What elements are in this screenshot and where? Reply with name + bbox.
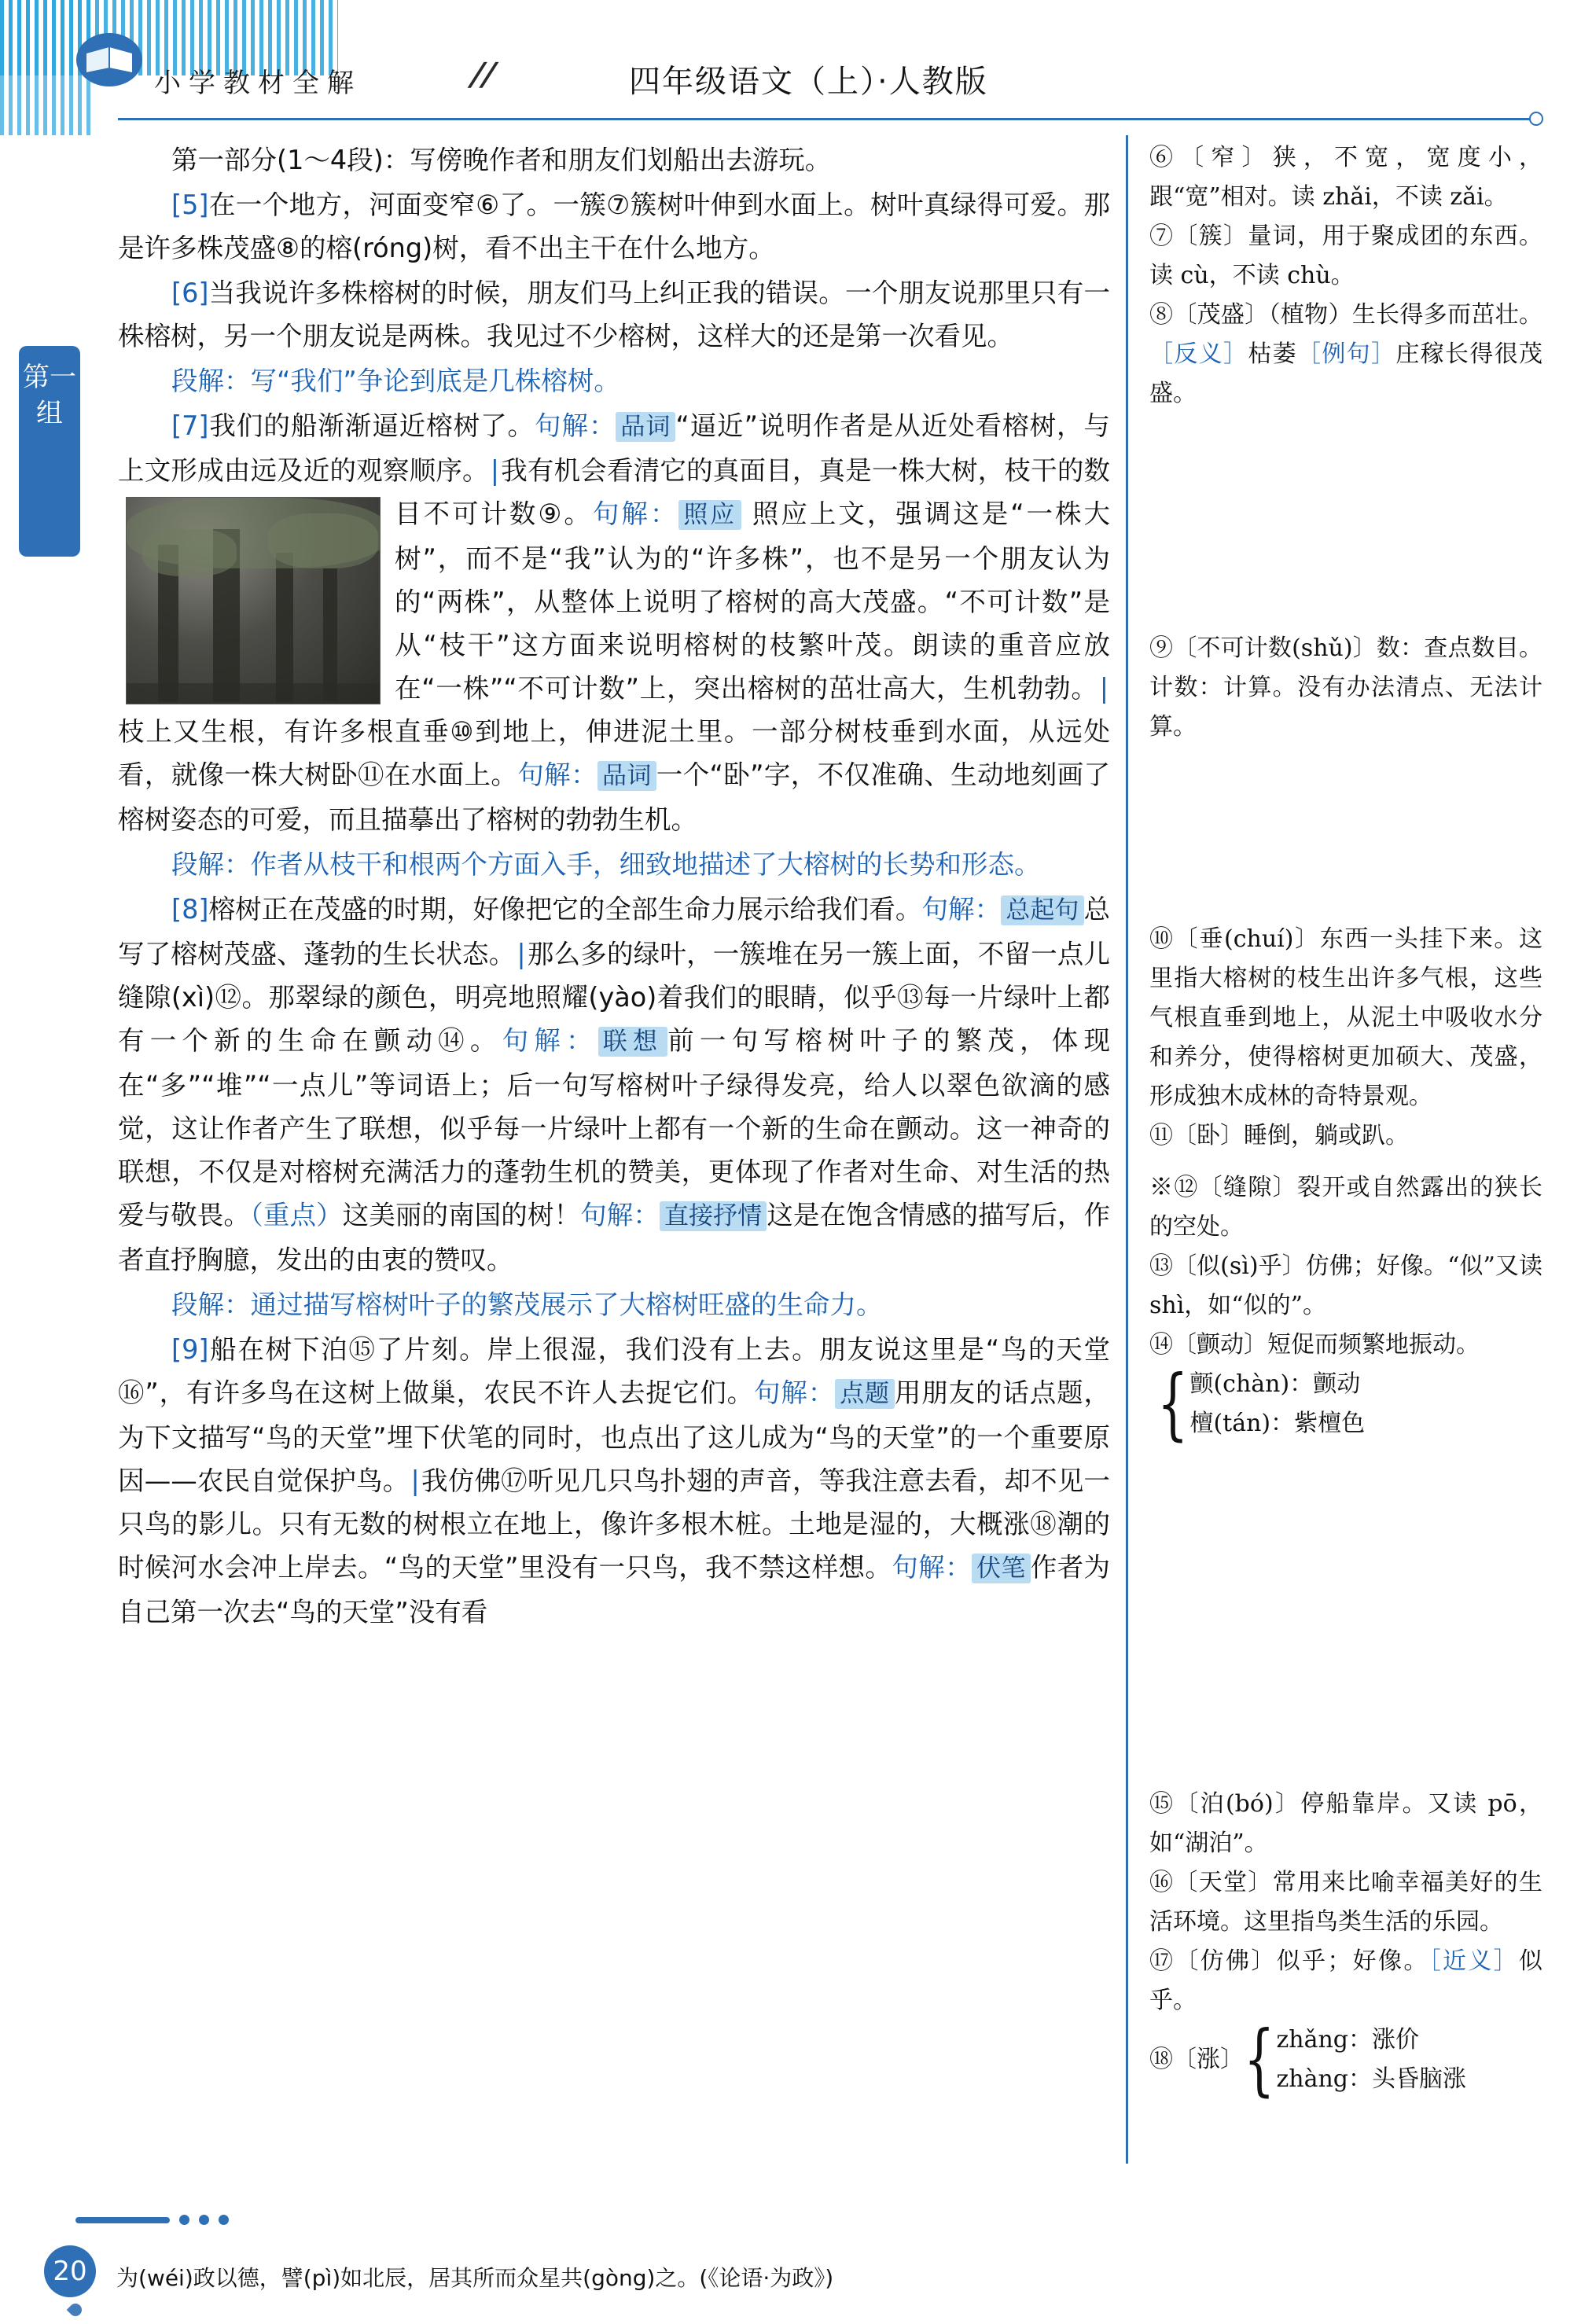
paragraph-8-text-4: 前一句写榕树叶子的繁茂，体现在“多”“堆”“一点儿”等词语上；后一句写榕树叶子绿得发亮，给人以翠色欲滴的感觉，这让作者产生了联想，似乎每一片绿叶上都有一个新的生命在颤动。这一神奇的联想，不仅是对榕树充满活力的蓬勃生机的赞美，更体现了作者对生命、对生活的热爱与敬畏。 bbox=[118, 1025, 1111, 1230]
footer-quote: 为(wéi)政以德，譬(pì)如北辰，居其所而众星共(gòng)之。(《论语·为政》) bbox=[116, 2265, 834, 2291]
paragraph-7-text-6: 一个“卧”字，不仅准确、生动地刻画了榕树姿态的可爱，而且描摹出了榕树的勃勃生机。 bbox=[118, 759, 1111, 835]
note-14-brace-line-1: 颤(chàn)：颤动 bbox=[1189, 1370, 1361, 1398]
paragraph-marker-5: [5] bbox=[171, 189, 209, 220]
note-9-head: 〔不可计数(shǔ)〕 bbox=[1173, 634, 1377, 662]
note-8-example-tag: ［例句］ bbox=[1297, 340, 1396, 368]
paragraph-6-text: 当我说许多株榕树的时候，朋友们马上纠正我的错误。一个朋友说那里只有一株榕树，另一个朋友说是两株。我见过不少榕树，这样大的还是第一次看见。 bbox=[118, 278, 1110, 351]
note-8-number: ⑧ bbox=[1149, 301, 1174, 329]
paragraph-7 bbox=[118, 404, 1110, 841]
book-logo-icon bbox=[75, 31, 143, 88]
duanjie-3-label: 段解： bbox=[171, 1289, 251, 1320]
note-10 bbox=[1149, 920, 1542, 1116]
paragraph-marker-7: [7] bbox=[171, 410, 209, 441]
note-12-text: 裂开或自然露出的狭长的空处。 bbox=[1149, 1174, 1543, 1241]
zhongdian-marker: （重点） bbox=[250, 1200, 343, 1230]
note-17-synonym-tag: ［近义］ bbox=[1428, 1947, 1520, 1975]
note-11-head: 〔卧〕 bbox=[1173, 1122, 1244, 1149]
note-9 bbox=[1149, 629, 1542, 747]
jujie-label-8c: 句解： bbox=[580, 1200, 660, 1230]
paragraph-7-text-1: 我们的船渐渐逼近榕树了。 bbox=[208, 410, 535, 441]
note-15-head: 〔泊(bó)〕 bbox=[1175, 1790, 1301, 1818]
note-17-synonym-text: 似乎。 bbox=[1149, 1947, 1543, 2014]
duanjie-2-label: 段解： bbox=[171, 849, 251, 880]
note-11-text: 睡倒，躺或趴。 bbox=[1244, 1122, 1409, 1149]
note-18-brace-line-1: zhǎng：涨价 bbox=[1276, 2026, 1419, 2054]
note-18-brace-line-2: zhàng：头昏脑涨 bbox=[1276, 2065, 1466, 2093]
jujie-label-7b: 句解： bbox=[592, 498, 679, 529]
note-15-number: ⑮ bbox=[1149, 1790, 1175, 1818]
note-13-head: 〔似(sì)乎〕 bbox=[1173, 1252, 1306, 1280]
text-separator-bar-3: | bbox=[517, 939, 526, 969]
jujie-tag-pinci: 品词 bbox=[616, 412, 675, 442]
note-15-text: 停船靠岸。又读 pō，如“湖泊”。 bbox=[1149, 1790, 1542, 1857]
brand-title: 小学教材全解 bbox=[154, 68, 362, 99]
paragraph-5 bbox=[118, 183, 1110, 270]
note-14-head: 〔颤动〕 bbox=[1173, 1331, 1267, 1359]
note-10-number: ⑩ bbox=[1149, 925, 1175, 953]
page-title: 四年级语文（上）·人教版 bbox=[629, 64, 988, 100]
note-17-number: ⑰ bbox=[1149, 1947, 1175, 1975]
note-12-number: ※⑫ bbox=[1149, 1174, 1199, 1201]
brace-icon-2: { bbox=[1244, 2013, 1275, 2105]
paragraph-6 bbox=[118, 271, 1110, 358]
note-9-text: 数：查点数目。计数：计算。没有办法清点、无法计算。 bbox=[1149, 634, 1543, 741]
note-13 bbox=[1149, 1247, 1542, 1326]
text-separator-bar: | bbox=[490, 455, 500, 486]
jujie-label-9a: 句解： bbox=[753, 1377, 836, 1408]
page-number: 20 bbox=[44, 2245, 96, 2297]
duanjie-1-text: 写“我们”争论到底是几株榕树。 bbox=[250, 366, 620, 396]
jujie-tag-zhaoying: 照应 bbox=[678, 500, 741, 530]
note-6-text: 狭，不宽，宽度小，跟“宽”相对。读 zhǎi，不读 zǎi。 bbox=[1149, 144, 1543, 211]
jujie-label-7c: 句解： bbox=[517, 759, 597, 790]
note-17-head: 〔仿佛〕 bbox=[1175, 1947, 1277, 1975]
note-8-example-text: 庄稼长得很茂盛。 bbox=[1149, 340, 1543, 407]
paragraph-9 bbox=[118, 1328, 1110, 1634]
jujie-tag-zhijieshuqing: 直接抒情 bbox=[660, 1201, 767, 1231]
duanjie-3-text: 通过描写榕树叶子的繁茂展示了大榕树旺盛的生命力。 bbox=[250, 1289, 883, 1320]
brand-slash-decoration: // bbox=[465, 57, 501, 93]
note-7-text: 量词，用于聚成团的东西。读 cù，不读 chù。 bbox=[1149, 222, 1543, 289]
main-text-column bbox=[118, 138, 1110, 1635]
note-9-number: ⑨ bbox=[1149, 634, 1174, 662]
paragraph-marker-9: [9] bbox=[171, 1334, 209, 1365]
note-17 bbox=[1149, 1942, 1542, 2021]
note-14-text: 短促而频繁地振动。 bbox=[1267, 1331, 1480, 1359]
paragraph-7-text-3: 我有机会看清它的真面目，真是一株大树，枝干的数目不可计数⑨。 bbox=[395, 455, 1111, 529]
duanjie-1-label: 段解： bbox=[171, 366, 251, 396]
note-7-number: ⑦ bbox=[1149, 222, 1175, 250]
duanjie-2-text: 作者从枝干和根两个方面入手，细致地描述了大榕树的长势和形态。 bbox=[250, 849, 1041, 880]
note-7-head: 〔簇〕 bbox=[1174, 222, 1248, 250]
paragraph-8-text-6: 这是在饱含情感的描写后，作者直抒胸臆，发出的由衷的赞叹。 bbox=[118, 1200, 1111, 1275]
annotations-column-2 bbox=[1149, 629, 1542, 747]
brace-icon: { bbox=[1157, 1357, 1189, 1450]
column-divider bbox=[1126, 135, 1128, 2164]
note-11-number: ⑪ bbox=[1149, 1122, 1173, 1149]
header-dot-decoration bbox=[1529, 112, 1543, 126]
jujie-label-8a: 句解： bbox=[921, 894, 1002, 925]
paragraph-7-text-2: “逼近”说明作者是从近处看榕树，与上文形成由远及近的观察顺序。 bbox=[118, 410, 1111, 486]
footer-decoration bbox=[75, 2215, 238, 2225]
paragraph-7-text-4: 照应上文，强调这是“一株大树”，而不是“我”认为的“许多株”，也不是另一个朋友认为的“两株”，从整体上说明了榕树的高大茂盛。“不可计数”是从“枝干”这方面来说明榕树的枝繁叶茂。朗读的重音应放在“一株”“不可计数”上，突出榕树的茁壮高大，生机勃勃。 bbox=[395, 498, 1111, 704]
note-16-number: ⑯ bbox=[1149, 1869, 1175, 1896]
paragraph-7-text-5: 枝上又生根，有许多根直垂⑩到地上，伸进泥土里。一部分树枝垂到水面，从远处看，就像一株大树卧⑪在水面上。 bbox=[118, 716, 1110, 790]
note-11 bbox=[1149, 1116, 1542, 1156]
note-16-text: 常用来比喻幸福美好的生活环境。这里指鸟类生活的乐园。 bbox=[1149, 1869, 1543, 1936]
duanjie-2 bbox=[118, 843, 1110, 886]
note-12-head: 〔缝隙〕 bbox=[1198, 1174, 1298, 1201]
note-18-number: ⑱ bbox=[1149, 2046, 1173, 2073]
note-10-head: 〔垂(chuí)〕 bbox=[1174, 925, 1320, 953]
note-8-antonym-text: 枯萎 bbox=[1248, 340, 1298, 368]
note-18 bbox=[1149, 2013, 1542, 2105]
note-18-head: 〔涨〕 bbox=[1173, 2046, 1244, 2073]
page-header bbox=[0, 0, 1581, 135]
note-6-head: 〔窄〕 bbox=[1180, 144, 1273, 171]
annotations-column-4 bbox=[1149, 1785, 1543, 2105]
duanjie-3 bbox=[118, 1283, 1110, 1326]
note-6 bbox=[1149, 138, 1542, 217]
jujie-tag-lianxiang: 联想 bbox=[598, 1027, 667, 1057]
note-17-text: 似乎；好像。 bbox=[1276, 1947, 1429, 1975]
sidebar-unit-tab: 第一组 bbox=[19, 346, 80, 557]
paragraph-9-text-4: 作者为自己第一次去“鸟的天堂”没有看 bbox=[118, 1552, 1111, 1627]
paragraph-8-text-5: 这美丽的南国的树！ bbox=[342, 1200, 581, 1230]
text-separator-bar-2: | bbox=[1099, 673, 1109, 704]
paragraph-marker-6: [6] bbox=[171, 278, 209, 308]
jujie-tag-dianti: 点题 bbox=[835, 1379, 895, 1409]
paragraph-5-text: 在一个地方，河面变窄⑥了。一簇⑦簇树叶伸到水面上。树叶真绿得可爱。那是许多株茂盛⑧的榕(róng)树，看不出主干在什么地方。 bbox=[118, 189, 1110, 263]
note-14-brace-group bbox=[1157, 1357, 1542, 1450]
note-10-text: 东西一头挂下来。这里指大榕树的枝生出许多气根，这些气根直垂到地上，从泥土中吸收水分和养分，使得榕树更加硕大、茂盛，形成独木成林的奇特景观。 bbox=[1149, 925, 1543, 1110]
note-13-text: 仿佛；好像。“似”又读 shì，如“似的”。 bbox=[1149, 1252, 1542, 1319]
jujie-label-7a: 句解： bbox=[535, 410, 616, 441]
paragraph-9-text-3: 我仿佛⑰听见几只鸟扑翅的声音，等我注意去看，却不见一只鸟的影儿。只有无数的树根立在地上，像许多根木桩。土地是湿的，大概涨⑱潮的时候河水会冲上岸去。“鸟的天堂”里没有一只鸟，我不禁这样想。 bbox=[118, 1465, 1111, 1583]
jujie-label-8b: 句解： bbox=[502, 1025, 598, 1056]
paragraph-8-text-3: 那么多的绿叶，一簇堆在另一簇上面，不留一点儿缝隙(xì)⑫。那翠绿的颜色，明亮地照耀(yào)着我们的眼睛，似乎⑬每一片绿叶上都有一个新的生命在颤动⑭。 bbox=[118, 939, 1111, 1056]
text-separator-bar-4: | bbox=[410, 1465, 420, 1496]
note-8-head: 〔茂盛〕 bbox=[1173, 301, 1269, 329]
note-15 bbox=[1149, 1785, 1542, 1863]
paragraph-9-text-2: 用朋友的话点题，为下文描写“鸟的天堂”埋下伏笔的同时，也点出了这儿成为“鸟的天堂”的一个重要原因——农民自觉保护鸟。 bbox=[118, 1377, 1111, 1496]
note-14-brace-line-2: 檀(tán)：紫檀色 bbox=[1189, 1410, 1366, 1437]
jujie-tag-zongqiju: 总起句 bbox=[1001, 895, 1083, 925]
paragraph-8 bbox=[118, 888, 1110, 1282]
jujie-tag-pinci-2: 品词 bbox=[597, 761, 656, 791]
header-divider bbox=[118, 118, 1533, 120]
note-16 bbox=[1149, 1863, 1542, 1942]
jujie-tag-fubi: 伏笔 bbox=[972, 1554, 1031, 1583]
note-12 bbox=[1149, 1168, 1542, 1247]
note-8 bbox=[1149, 296, 1542, 414]
note-13-number: ⑬ bbox=[1149, 1252, 1174, 1280]
note-14 bbox=[1149, 1326, 1542, 1365]
note-7 bbox=[1149, 217, 1542, 296]
duanjie-1 bbox=[118, 359, 1110, 403]
note-14-number: ⑭ bbox=[1149, 1331, 1173, 1359]
footer-mark-decoration bbox=[67, 2301, 85, 2319]
annotations-column bbox=[1149, 138, 1542, 414]
note-6-number: ⑥ bbox=[1149, 144, 1181, 171]
paragraph-marker-8: [8] bbox=[171, 894, 209, 925]
note-16-head: 〔天堂〕 bbox=[1174, 1869, 1273, 1896]
banyan-tree-photo bbox=[126, 497, 381, 704]
paragraph-8-text-2: 总写了榕树茂盛、蓬勃的生长状态。 bbox=[118, 894, 1111, 969]
annotations-column-3 bbox=[1149, 920, 1543, 1450]
paragraph-8-text-1: 榕树正在茂盛的时期，好像把它的全部生命力展示给我们看。 bbox=[208, 894, 922, 925]
paragraph-9-text-1: 船在树下泊⑮了片刻。岸上很湿，我们没有上去。朋友说这里是“鸟的天堂⑯”，有许多鸟在这树上做巢，农民不许人去捉它们。 bbox=[118, 1334, 1110, 1408]
jujie-label-9b: 句解： bbox=[892, 1552, 972, 1583]
note-8-antonym-tag: ［反义］ bbox=[1149, 340, 1248, 368]
note-8-text: （植物）生长得多而茁壮。 bbox=[1268, 301, 1542, 329]
section-summary: 第一部分(1～4段)：写傍晚作者和朋友们划船出去游玩。 bbox=[171, 145, 832, 175]
